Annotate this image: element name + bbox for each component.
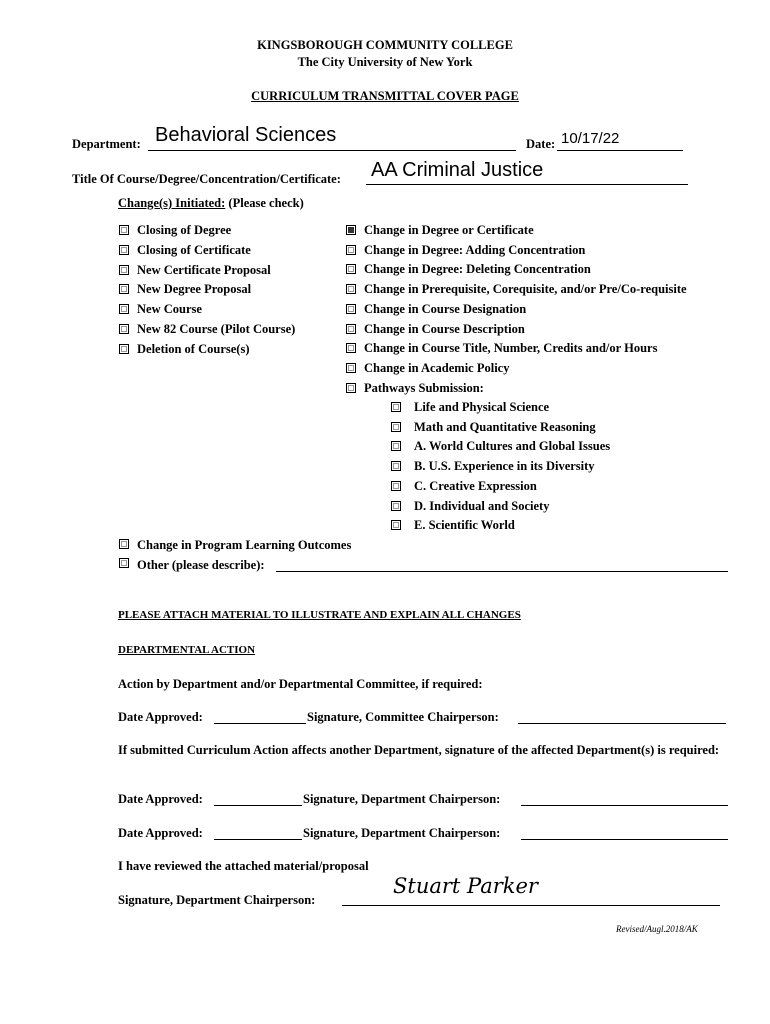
right-item-checkbox-2[interactable] [346, 264, 356, 274]
affects-text: If submitted Curriculum Action affects another Department, signature of the affected Department(s) is required: [118, 743, 720, 757]
pathway-item-checkbox-2[interactable] [391, 441, 401, 451]
program-outcomes-checkbox[interactable] [119, 539, 129, 549]
right-item-label-4: Change in Course Designation [364, 301, 527, 316]
department-field[interactable]: Behavioral Sciences [155, 124, 337, 146]
right-item-label-2: Change in Degree: Deleting Concentration [364, 262, 591, 277]
right-item-label-5: Change in Course Description [364, 321, 525, 336]
department-label: Department: [72, 137, 141, 151]
pathway-item-checkbox-0[interactable] [391, 402, 401, 412]
left-item-label-0: Closing of Degree [137, 223, 232, 237]
left-item-label-4: New Course [137, 302, 202, 317]
pathway-item-label-6: E. Scientific World [414, 518, 515, 533]
right-item-checkbox-4[interactable] [346, 304, 356, 314]
left-item-checkbox-5[interactable] [119, 324, 129, 334]
date-approved-label-1: Date Approved: [118, 710, 203, 724]
right-item-label-7: Change in Academic Policy [364, 360, 510, 375]
right-item-label-6: Change in Course Title, Number, Credits and/or Hours [364, 341, 658, 356]
pathway-item-label-2: A. World Cultures and Global Issues [414, 439, 611, 454]
left-item-checkbox-6[interactable] [119, 344, 129, 354]
pathway-item-label-3: B. U.S. Experience in its Diversity [414, 459, 595, 474]
date-approved-field-2[interactable] [214, 805, 302, 806]
pathway-item-checkbox-4[interactable] [391, 481, 401, 491]
title-field[interactable]: AA Criminal Justice [371, 159, 544, 181]
committee-signature-field[interactable] [518, 723, 726, 724]
changes-heading-underlined: Change(s) Initiated: [118, 196, 226, 210]
right-item-checkbox-5[interactable] [346, 324, 356, 334]
date-label: Date: [526, 137, 556, 151]
departmental-heading: DEPARTMENTAL ACTION [118, 644, 256, 656]
final-signature-label: Signature, Department Chairperson: [118, 893, 316, 907]
department-line [148, 150, 516, 151]
dept-chair-signature-field-2[interactable] [521, 839, 728, 840]
right-item-checkbox-1[interactable] [346, 245, 356, 255]
pathway-item-checkbox-3[interactable] [391, 461, 401, 471]
other-describe-field[interactable] [276, 571, 728, 572]
pathway-item-checkbox-1[interactable] [391, 422, 401, 432]
date-approved-label-2: Date Approved: [118, 792, 203, 806]
date-approved-field-3[interactable] [214, 839, 302, 840]
university-name: The City University of New York [297, 55, 473, 69]
date-approved-label-3: Date Approved: [118, 826, 203, 840]
right-item-checkbox-8[interactable] [346, 383, 356, 393]
left-item-checkbox-0[interactable] [119, 225, 129, 235]
title-line [366, 184, 688, 185]
reviewed-text: I have reviewed the attached material/proposal [118, 859, 369, 873]
dept-chair-signature-field-1[interactable] [521, 805, 728, 806]
date-approved-field-1[interactable] [214, 723, 306, 724]
right-item-checkbox-7[interactable] [346, 363, 356, 373]
action-text: Action by Department and/or Departmental Committee, if required: [118, 677, 483, 691]
attach-note: PLEASE ATTACH MATERIAL TO ILLUSTRATE AND EXPLAIN ALL CHANGES [118, 609, 521, 621]
pathway-item-label-1: Math and Quantitative Reasoning [414, 419, 596, 434]
left-item-checkbox-1[interactable] [119, 245, 129, 255]
pathway-item-label-5: D. Individual and Society [414, 498, 550, 513]
other-label: Other (please describe): [137, 558, 265, 572]
title-label: Title Of Course/Degree/Concentration/Certificate: [72, 172, 341, 186]
changes-heading [118, 196, 304, 211]
form-title: CURRICULUM TRANSMITTAL COVER PAGE [251, 89, 519, 103]
right-item-label-3: Change in Prerequisite, Corequisite, and/or Pre/Co-requisite [364, 282, 687, 297]
dept-chair-signature-label-1: Signature, Department Chairperson: [303, 792, 501, 806]
left-item-checkbox-3[interactable] [119, 284, 129, 294]
changes-heading-rest: (Please check) [225, 196, 304, 210]
left-item-label-5: New 82 Course (Pilot Course) [137, 322, 296, 336]
left-item-label-3: New Degree Proposal [137, 282, 252, 297]
right-item-checkbox-6[interactable] [346, 343, 356, 353]
right-item-checkbox-3[interactable] [346, 284, 356, 294]
other-checkbox[interactable] [119, 558, 129, 568]
committee-signature-label: Signature, Committee Chairperson: [307, 710, 499, 724]
program-outcomes-label: Change in Program Learning Outcomes [137, 538, 352, 552]
handwritten-signature[interactable]: Stuart Parker [393, 874, 538, 898]
final-signature-line [342, 905, 720, 906]
pathway-item-label-0: Life and Physical Science [414, 400, 550, 414]
college-name: KINGSBOROUGH COMMUNITY COLLEGE [257, 38, 513, 52]
left-item-label-2: New Certificate Proposal [137, 262, 271, 277]
date-field[interactable]: 10/17/22 [561, 130, 620, 147]
left-item-label-6: Deletion of Course(s) [137, 341, 250, 356]
pathway-item-label-4: C. Creative Expression [414, 478, 537, 493]
right-item-label-8: Pathways Submission: [364, 380, 484, 395]
left-item-checkbox-4[interactable] [119, 304, 129, 314]
dept-chair-signature-label-2: Signature, Department Chairperson: [303, 826, 501, 840]
left-item-checkbox-2[interactable] [119, 265, 129, 275]
pathway-item-checkbox-6[interactable] [391, 520, 401, 530]
left-item-label-1: Closing of Certificate [137, 242, 251, 257]
right-item-label-1: Change in Degree: Adding Concentration [364, 242, 586, 257]
date-line [557, 150, 683, 151]
right-item-label-0: Change in Degree or Certificate [364, 223, 534, 237]
revision-note: Revised/Augl.2018/AK [616, 924, 698, 934]
right-item-checkbox-0[interactable] [346, 225, 356, 235]
pathway-item-checkbox-5[interactable] [391, 501, 401, 511]
